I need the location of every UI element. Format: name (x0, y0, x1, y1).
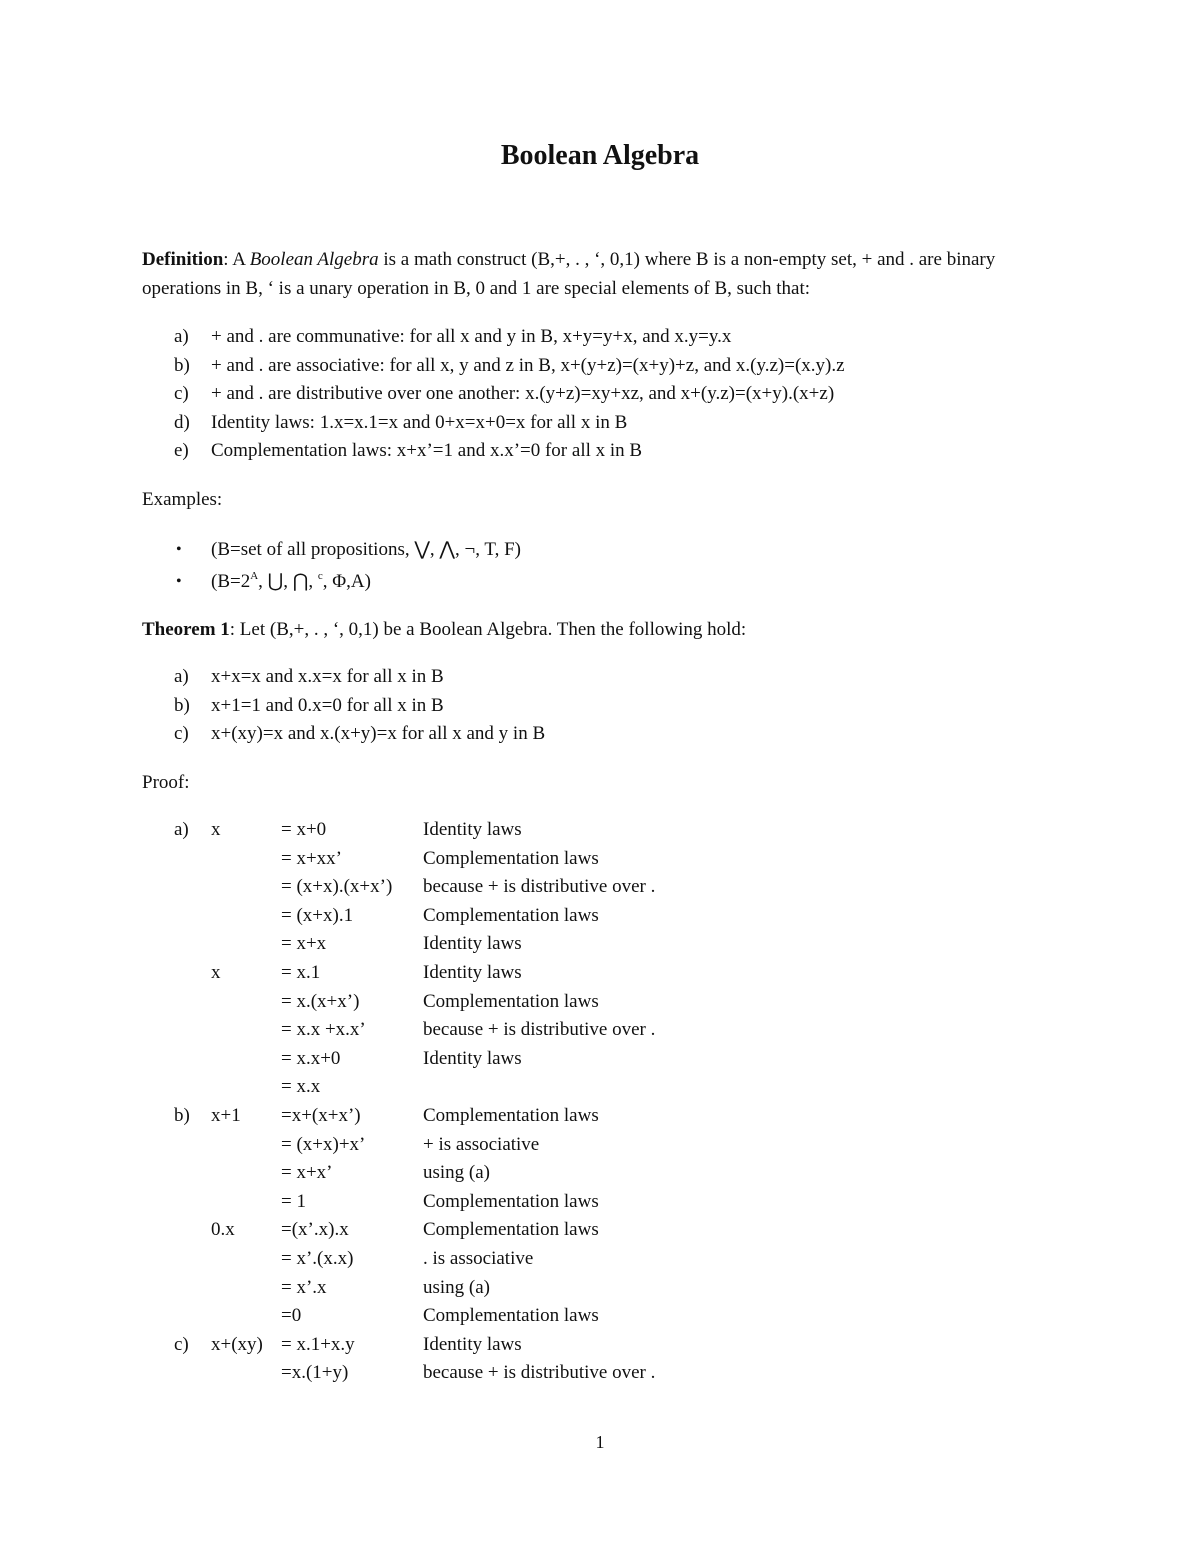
proof-step-rhs: = x+x’ (281, 1162, 333, 1184)
bullet-icon: • (176, 572, 182, 590)
proof-step (142, 845, 1042, 874)
definition-term: Boolean Algebra (249, 249, 379, 270)
list-item-marker: d) (174, 411, 190, 433)
list-item (142, 663, 1062, 692)
proof-step-rhs: = x.x +x.x’ (281, 1019, 366, 1041)
proof-step-justification: Complementation laws (423, 1190, 599, 1212)
list-item-text: + and . are distributive over one another: x.(y+z)=xy+xz, and x+(y.z)=(x+y).(x+z) (211, 383, 835, 405)
definition-intro-a: : A (223, 249, 250, 270)
proof-step-rhs: = x.x (281, 1076, 321, 1098)
proof-step-justification: using (a) (423, 1162, 491, 1184)
page-title: Boolean Algebra (500, 140, 700, 171)
proof-step-justification: Identity laws (423, 961, 522, 983)
proof-step-rhs: = 1 (281, 1190, 306, 1212)
page-number: 1 (595, 1432, 605, 1452)
proof-step-rhs: =x+(x+x’) (281, 1104, 361, 1126)
proof-step (142, 1274, 1042, 1303)
proof-step-justification: Identity laws (423, 1333, 522, 1355)
list-item (142, 536, 1062, 565)
proof-step-marker: c) (174, 1333, 189, 1355)
proof-step-rhs: = x’.(x.x) (281, 1247, 354, 1269)
proof-step (142, 1188, 1042, 1217)
list-item-text: x+1=1 and 0.x=0 for all x in B (211, 694, 444, 716)
proof-step-justification: Complementation laws (423, 1104, 599, 1126)
proof-step-rhs: = x’.x (281, 1276, 327, 1298)
list-item-marker: a) (174, 326, 189, 347)
definition-axiom-list (142, 323, 1062, 466)
definition-label: Definition (142, 249, 224, 270)
proof-step-justification: Complementation laws (423, 904, 599, 926)
proof-step (142, 1302, 1042, 1331)
list-item (142, 720, 1062, 749)
list-item (142, 352, 1062, 381)
proof-label: Proof: (142, 772, 190, 793)
proof-step-lhs: 0.x (211, 1219, 235, 1241)
proof-step-justification: + is associative (423, 1133, 540, 1155)
proof-step-justification: Complementation laws (423, 847, 599, 869)
proof-step (142, 930, 1042, 959)
proof-step-marker: b) (174, 1104, 190, 1126)
proof-step-rhs: =0 (281, 1305, 302, 1327)
list-item-marker: b) (174, 694, 190, 716)
examples-list (142, 536, 1062, 596)
list-item-marker: a) (174, 666, 189, 687)
proof-steps (142, 816, 1042, 1388)
proof-step-rhs: = x.(x+x’) (281, 990, 360, 1012)
list-item (142, 323, 1062, 352)
proof-step-lhs: x+1 (211, 1104, 241, 1126)
proof-step-rhs: = x.1 (281, 961, 321, 983)
proof-step-rhs: =x.(1+y) (281, 1362, 349, 1384)
list-item-text: + and . are associative: for all x, y and z in B, x+(y+z)=(x+y)+z, and x.(y.z)=(x.y).z (211, 354, 845, 376)
proof-step-rhs: = x+0 (281, 819, 327, 840)
list-item (142, 380, 1062, 409)
proof-step-marker: a) (174, 819, 189, 840)
definition-intro-b: is a math construct (B,+, . , ‘, 0,1) where B is a non-empty set, + and . are binary operations in B, ‘ is a unary operation in B, 0 and 1 are special elements of B, such that: (142, 249, 996, 299)
proof-step-justification: Complementation laws (423, 990, 599, 1012)
list-item-text: x+x=x and x.x=x for all x in B (211, 666, 444, 687)
proof-step (142, 902, 1042, 931)
proof-step (142, 1073, 1042, 1102)
proof-step (142, 816, 1042, 845)
list-item-marker: b) (174, 354, 190, 376)
list-item (142, 568, 1062, 597)
theorem-paragraph (142, 616, 1062, 645)
proof-step (142, 1359, 1042, 1388)
proof-step-justification: because + is distributive over . (423, 1019, 656, 1041)
proof-step-rhs: = x.x+0 (281, 1047, 341, 1069)
proof-step (142, 1131, 1042, 1160)
proof-step-justification: Complementation laws (423, 1219, 599, 1241)
proof-step-justification: Identity laws (423, 1047, 522, 1069)
proof-step-lhs: x+(xy) (211, 1333, 263, 1355)
proof-step (142, 988, 1042, 1017)
theorem-list (142, 663, 1062, 749)
proof-step-rhs: = (x+x).1 (281, 904, 354, 926)
examples-label: Examples: (142, 489, 223, 510)
list-item-marker: c) (174, 723, 189, 745)
proof-step (142, 1159, 1042, 1188)
list-item-text: + and . are communative: for all x and y in B, x+y=y+x, and x.y=y.x (211, 326, 732, 347)
definition-paragraph (142, 246, 1062, 303)
proof-step (142, 1045, 1042, 1074)
proof-step (142, 1245, 1042, 1274)
proof-step-rhs: = (x+x)+x’ (281, 1133, 366, 1155)
proof-step-justification: Identity laws (423, 933, 522, 955)
proof-step (142, 959, 1042, 988)
list-item-text: Identity laws: 1.x=x.1=x and 0+x=x+0=x for all x in B (211, 411, 628, 433)
proof-step-justification: . is associative (423, 1247, 534, 1269)
proof-step-rhs: = (x+x).(x+x’) (281, 876, 393, 898)
theorem-label: Theorem 1 (142, 619, 230, 640)
list-item (142, 409, 1062, 438)
proof-step (142, 1016, 1042, 1045)
list-item-text: Complementation laws: x+x’=1 and x.x’=0 for all x in B (211, 440, 643, 462)
theorem-text: : Let (B,+, . , ‘, 0,1) be a Boolean Algebra. Then the following hold: (229, 619, 747, 640)
proof-step (142, 1102, 1042, 1131)
proof-step-justification: Identity laws (423, 819, 522, 840)
proof-step-rhs: = x.1+x.y (281, 1333, 355, 1355)
proof-step (142, 1331, 1042, 1360)
list-item-marker: c) (174, 383, 189, 405)
list-item-marker: e) (174, 440, 189, 462)
proof-step-rhs: =(x’.x).x (281, 1219, 349, 1241)
proof-step-justification: because + is distributive over . (423, 876, 656, 898)
proof-step-lhs: x (211, 961, 221, 983)
proof-step-lhs: x (211, 819, 221, 840)
example-item-2: ($B=2^A$, ⋃, ⋂, $^c$, Φ,A) (211, 569, 371, 592)
list-item (142, 692, 1062, 721)
proof-step-rhs: = x+xx’ (281, 847, 343, 869)
list-item (142, 437, 1062, 466)
proof-step-justification: Complementation laws (423, 1305, 599, 1327)
proof-step (142, 1216, 1042, 1245)
bullet-icon: • (176, 541, 182, 558)
list-item-text: x+(xy)=x and x.(x+y)=x for all x and y in B (211, 723, 546, 745)
proof-step (142, 873, 1042, 902)
proof-step-justification: because + is distributive over . (423, 1362, 656, 1384)
proof-step-rhs: = x+x (281, 933, 327, 955)
example-item-1: (B=set of all propositions, ⋁, ⋀, ¬, T, F) (211, 539, 521, 560)
proof-step-justification: using (a) (423, 1276, 491, 1298)
